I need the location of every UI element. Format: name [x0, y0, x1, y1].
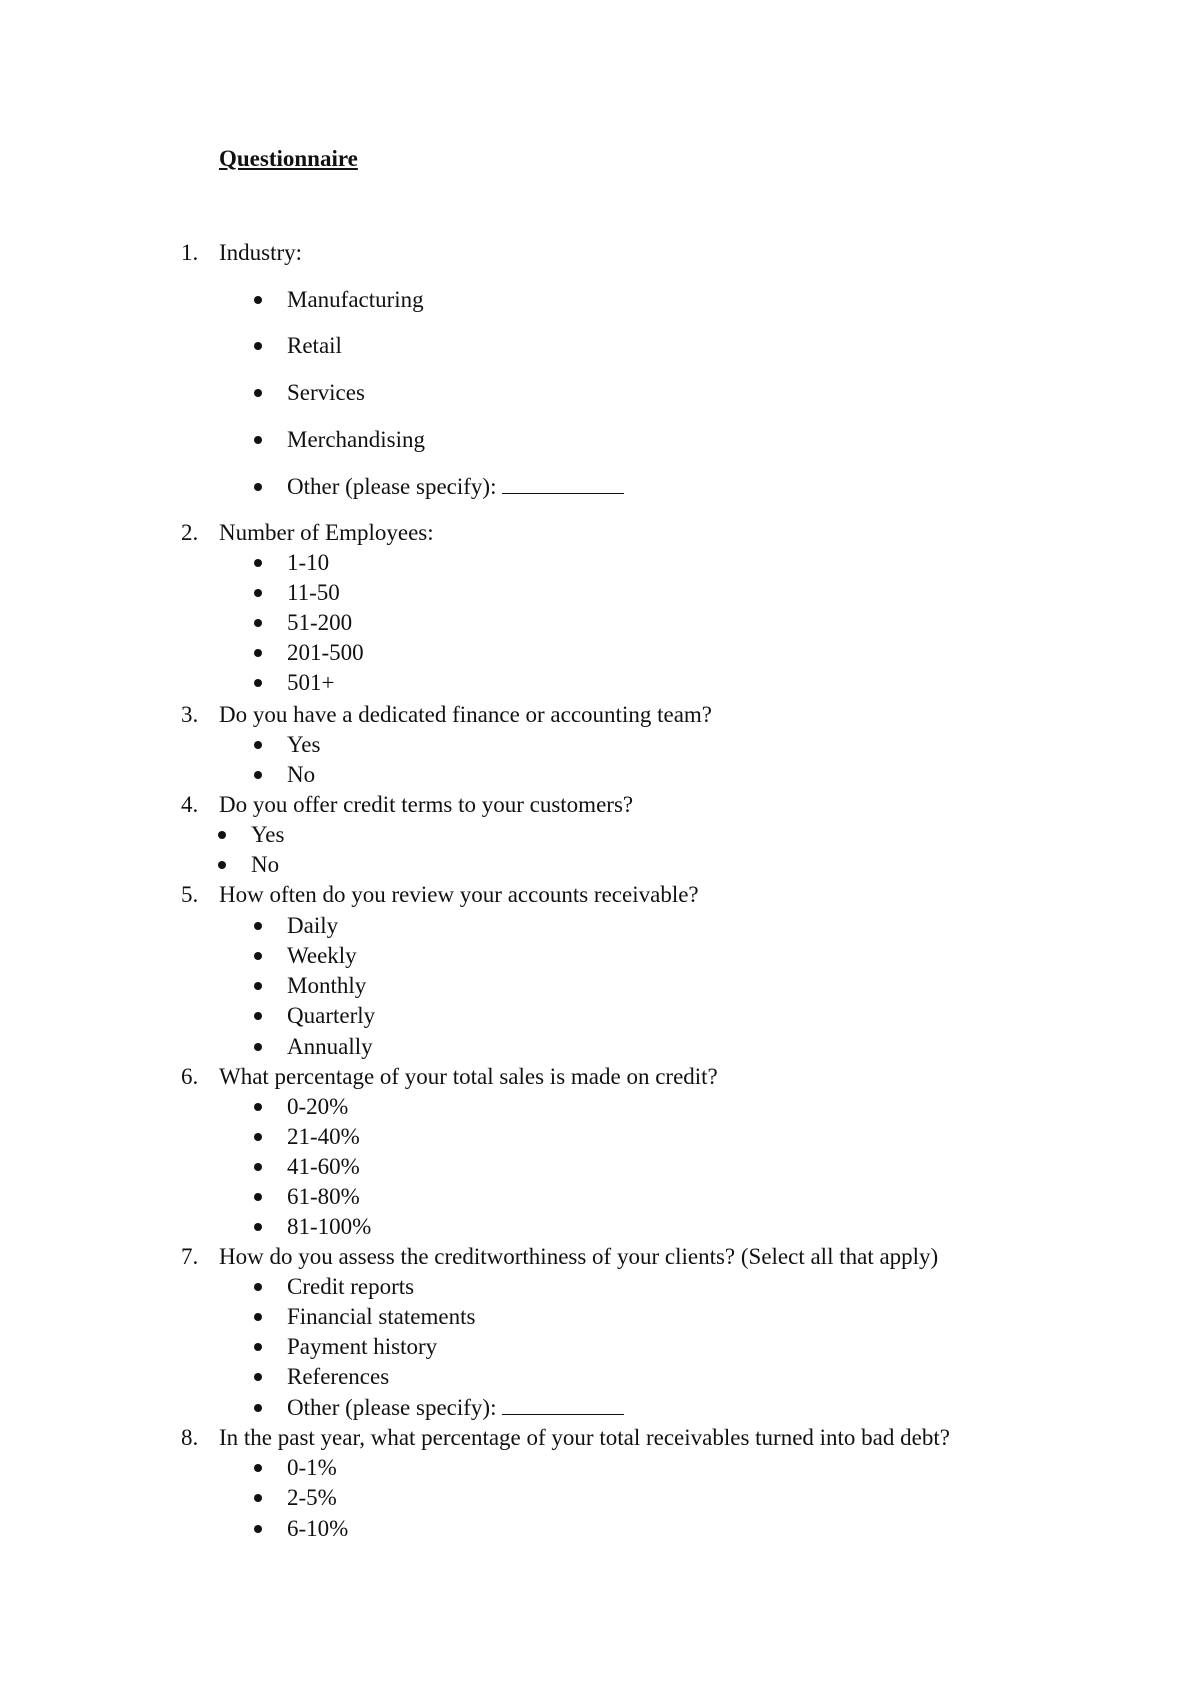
- list-item: [254, 1302, 475, 1332]
- list-item: [254, 760, 315, 790]
- list-item: [254, 1092, 348, 1122]
- bullet-icon: [254, 1343, 262, 1351]
- list-item: [254, 1152, 360, 1182]
- bullet-icon: [254, 1404, 262, 1412]
- option-label: References: [287, 1364, 390, 1389]
- bullet-icon: [254, 1133, 262, 1141]
- list-item: [254, 1032, 373, 1062]
- option-label: 6-10%: [287, 1516, 349, 1541]
- bullet-icon: [254, 1373, 262, 1381]
- list-item: [254, 1122, 360, 1152]
- list-item: [254, 548, 329, 578]
- option-label: Weekly: [287, 943, 357, 968]
- question-text: Do you offer credit terms to your customers?: [219, 792, 634, 817]
- bullet-icon: [218, 861, 226, 869]
- question-number: 4.: [181, 792, 199, 817]
- question-text: What percentage of your total sales is made on credit?: [219, 1064, 718, 1089]
- list-item: [254, 668, 334, 698]
- list-item: [254, 941, 357, 971]
- option-label: Monthly: [287, 973, 367, 998]
- question-3: [181, 700, 1181, 730]
- list-item: [254, 1332, 437, 1362]
- option-label: 1-10: [287, 550, 330, 575]
- bullet-icon: [254, 483, 262, 491]
- bullet-icon: [254, 649, 262, 657]
- option-label: 11-50: [287, 580, 340, 605]
- list-item: [254, 1362, 389, 1392]
- option-label: 0-1%: [287, 1455, 337, 1480]
- bullet-icon: [254, 741, 262, 749]
- list-item: [218, 850, 279, 880]
- bullet-icon: [254, 1283, 262, 1291]
- list-item: [254, 331, 342, 361]
- question-text: Do you have a dedicated finance or accounting team?: [219, 702, 712, 727]
- question-text: How often do you review your accounts receivable?: [219, 882, 699, 907]
- list-item: [254, 1001, 375, 1031]
- question-5: [181, 880, 1181, 910]
- list-item: [254, 578, 340, 608]
- bullet-icon: [218, 831, 226, 839]
- option-label: Yes: [251, 822, 285, 847]
- question-7: [181, 1242, 1181, 1272]
- option-label: Merchandising: [287, 427, 425, 452]
- option-label: 41-60%: [287, 1154, 360, 1179]
- option-label: No: [251, 852, 280, 877]
- option-label: 2-5%: [287, 1485, 337, 1510]
- question-number: 3.: [181, 702, 199, 727]
- question-text: Industry:: [219, 240, 303, 265]
- option-label: 21-40%: [287, 1124, 360, 1149]
- bullet-icon: [254, 1494, 262, 1502]
- bullet-icon: [254, 559, 262, 567]
- option-label: 0-20%: [287, 1094, 349, 1119]
- bullet-icon: [254, 1313, 262, 1321]
- option-label: Financial statements: [287, 1304, 476, 1329]
- list-item: [254, 378, 365, 408]
- bullet-icon: [254, 1043, 262, 1051]
- question-6: [181, 1062, 1181, 1092]
- list-item: [254, 1393, 624, 1423]
- list-item: [254, 1272, 414, 1302]
- bullet-icon: [254, 982, 262, 990]
- question-number: 7.: [181, 1244, 199, 1269]
- page-title: Questionnaire: [219, 146, 358, 171]
- bullet-icon: [254, 589, 262, 597]
- list-item: [254, 1483, 337, 1513]
- bullet-icon: [254, 296, 262, 304]
- fill-in-blank[interactable]: [502, 1394, 624, 1415]
- list-item: [254, 472, 624, 502]
- list-item: [218, 820, 284, 850]
- option-label: 81-100%: [287, 1214, 372, 1239]
- list-item: [254, 425, 425, 455]
- list-item: [254, 971, 366, 1001]
- bullet-icon: [254, 1464, 262, 1472]
- bullet-icon: [254, 771, 262, 779]
- question-text: In the past year, what percentage of your total receivables turned into bad debt?: [219, 1425, 950, 1450]
- bullet-icon: [254, 1012, 262, 1020]
- fill-in-blank[interactable]: [502, 473, 624, 494]
- list-item: [254, 285, 424, 315]
- option-label: 61-80%: [287, 1184, 360, 1209]
- bullet-icon: [254, 1193, 262, 1201]
- bullet-icon: [254, 1163, 262, 1171]
- bullet-icon: [254, 1103, 262, 1111]
- question-2: [181, 518, 1181, 548]
- option-label: Services: [287, 380, 365, 405]
- list-item: [254, 1514, 348, 1544]
- question-8: [181, 1423, 1181, 1453]
- list-item: [254, 911, 338, 941]
- list-item: [254, 608, 352, 638]
- bullet-icon: [254, 952, 262, 960]
- option-label: Daily: [287, 913, 339, 938]
- option-label: 51-200: [287, 610, 353, 635]
- bullet-icon: [254, 342, 262, 350]
- option-label: Manufacturing: [287, 287, 424, 312]
- option-label: Retail: [287, 333, 342, 358]
- question-4: [181, 790, 1181, 820]
- option-label: Payment history: [287, 1334, 438, 1359]
- question-1: [181, 238, 1181, 268]
- list-item: [254, 1453, 337, 1483]
- bullet-icon: [254, 922, 262, 930]
- option-label: Annually: [287, 1034, 373, 1059]
- bullet-icon: [254, 619, 262, 627]
- bullet-icon: [254, 436, 262, 444]
- option-label: Credit reports: [287, 1274, 415, 1299]
- bullet-icon: [254, 1223, 262, 1231]
- list-item: [254, 730, 320, 760]
- question-number: 2.: [181, 520, 199, 545]
- bullet-icon: [254, 1525, 262, 1533]
- bullet-icon: [254, 679, 262, 687]
- question-text: How do you assess the creditworthiness of your clients? (Select all that apply): [219, 1244, 939, 1269]
- option-label: 201-500: [287, 640, 364, 665]
- option-label: Quarterly: [287, 1003, 376, 1028]
- question-number: 5.: [181, 882, 199, 907]
- option-label: Yes: [287, 732, 321, 757]
- question-number: 8.: [181, 1425, 199, 1450]
- option-label: No: [287, 762, 316, 787]
- bullet-icon: [254, 389, 262, 397]
- list-item: [254, 1182, 360, 1212]
- option-label: Other (please specify):: [287, 1395, 497, 1420]
- question-number: 6.: [181, 1064, 199, 1089]
- option-label: 501+: [287, 670, 335, 695]
- question-text: Number of Employees:: [219, 520, 434, 545]
- question-number: 1.: [181, 240, 199, 265]
- list-item: [254, 1212, 371, 1242]
- option-label: Other (please specify):: [287, 474, 497, 499]
- list-item: [254, 638, 364, 668]
